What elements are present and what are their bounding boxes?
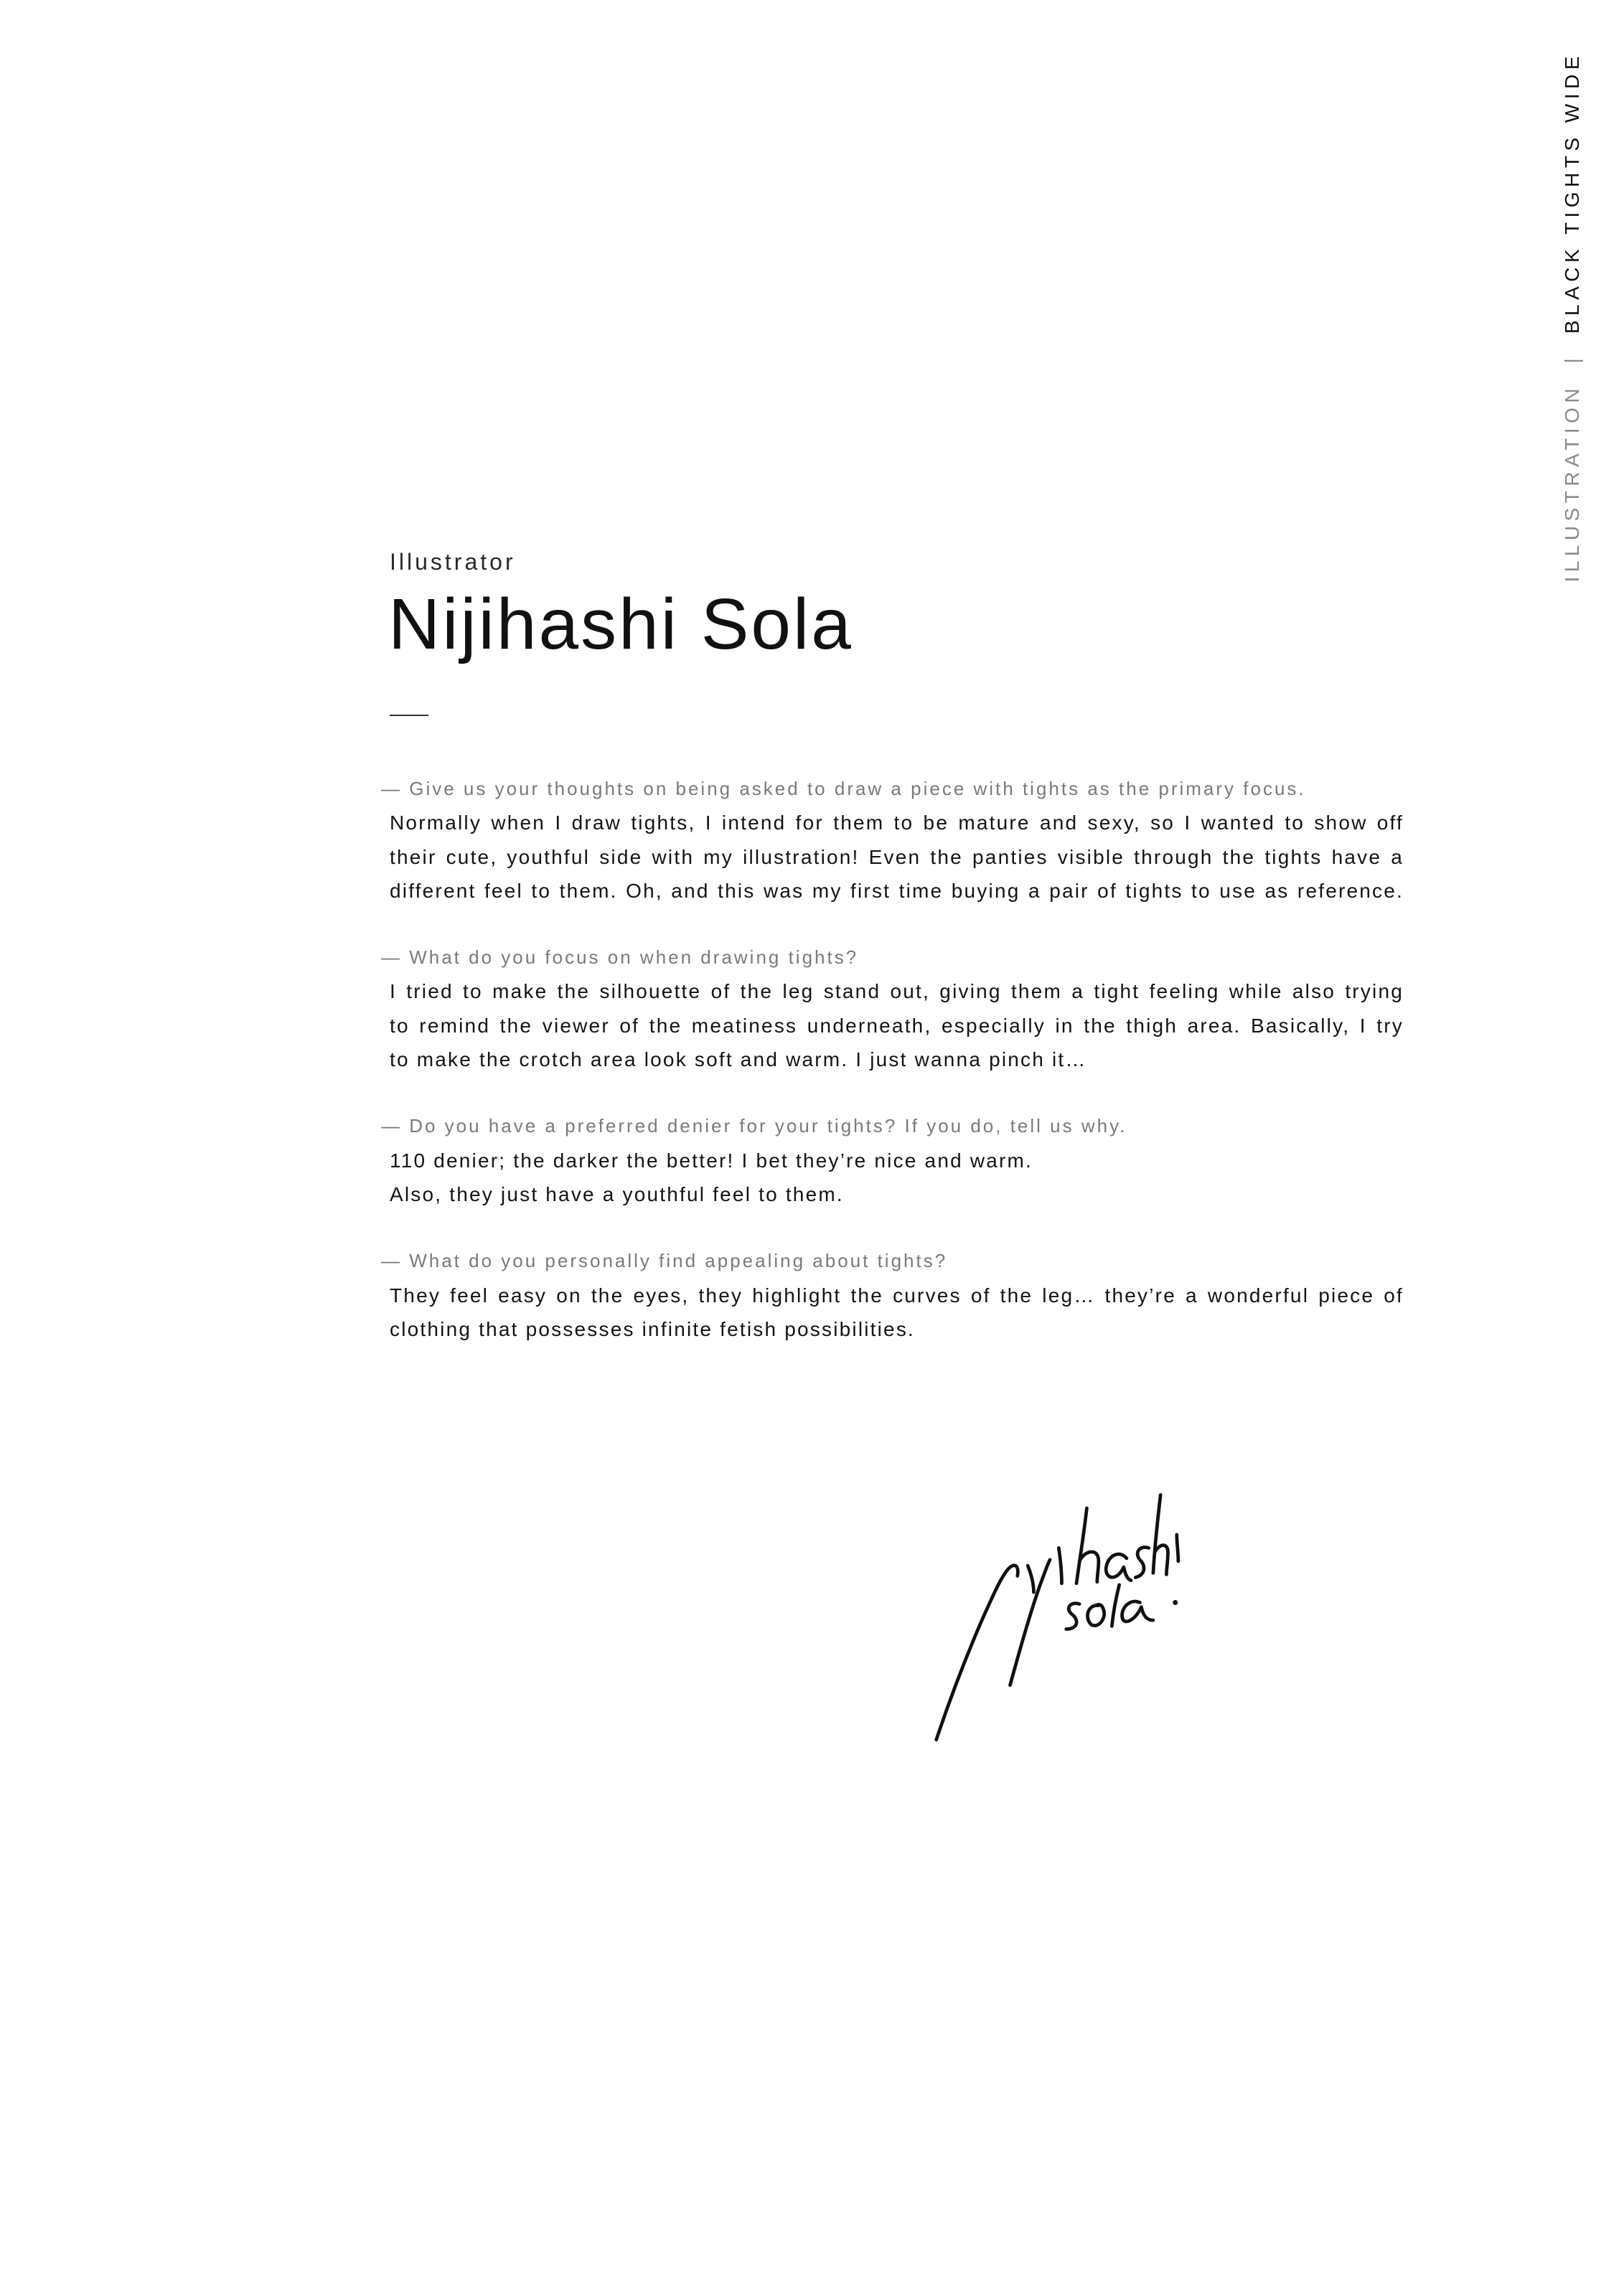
signature-stroke [1122,1601,1153,1622]
interview-question: — Do you have a preferred denier for your tights? If you do, tell us why. [381,1115,1127,1137]
signature-stroke [1135,1548,1149,1578]
interview-answer [390,1144,1404,1212]
vertical-running-header [1560,52,1585,583]
interview-item [381,1244,1407,1346]
answer-line: I tried to make the silhouette of the leg stand out, giving them a tight feeling while also trying [390,980,1404,1003]
signature-stroke [1177,1535,1178,1561]
signature-stroke [1076,1508,1099,1584]
answer-line: to remind the viewer of the meatiness underneath, especially in the thigh area. Basically, I try [390,1014,1404,1037]
answer-line: clothing that possesses infinite fetish possibilities. [390,1317,916,1340]
signature-stroke [1106,1554,1131,1581]
running-header-separator: | [1561,354,1583,364]
signature-stroke [1153,1495,1168,1574]
answer-line: They feel easy on the eyes, they highlight the curves of the leg… they’re a wonderful piece of [390,1284,1404,1307]
interview [381,772,1407,1379]
answer-line: Also, they just have a youthful feel to them. [390,1182,844,1205]
answer-line: 110 denier; the darker the better! I bet they’re nice and warm. [390,1149,1033,1172]
interview-item [381,941,1407,1076]
title-divider [390,715,428,716]
interview-question: — What do you personally find appealing about tights? [381,1250,948,1272]
creator-name: Nijihashi Sola [388,584,853,664]
answer-line: their cute, youthful side with my illustration! Even the panties visible through the tights have a [390,845,1404,868]
signature-stroke [1059,1548,1061,1583]
interview-item [381,772,1407,908]
interview-answer [390,974,1404,1076]
answer-line: Normally when I draw tights, I intend for them to be mature and sexy, so I wanted to show off [390,811,1404,834]
running-header-section: ILLUSTRATION [1561,383,1583,583]
signature-stroke [1087,1604,1104,1625]
interview-answer [390,1279,1404,1347]
signature-dot [1173,1600,1178,1605]
answer-line: different feel to them. Oh, and this was my first time buying a pair of tights to use as reference. [390,879,1404,902]
running-header-title: BLACK TIGHTS WIDE [1561,52,1583,334]
interview-question: — Give us your thoughts on being asked to draw a piece with tights as the primary focus. [381,778,1306,799]
answer-line: to make the crotch area look soft and warm. I just wanna pinch it… [390,1048,1087,1071]
handwritten-signature [926,1483,1199,1749]
signature-stroke [1066,1604,1080,1629]
signature-stroke [1028,1566,1033,1592]
creator-role: Illustrator [390,549,516,575]
interview-answer [390,806,1404,908]
signature-stroke [1112,1585,1119,1627]
signature-stroke [1010,1560,1051,1685]
interview-item [381,1109,1407,1211]
signature-stroke [937,1566,1018,1740]
interview-question: — What do you focus on when drawing tights? [381,946,859,969]
